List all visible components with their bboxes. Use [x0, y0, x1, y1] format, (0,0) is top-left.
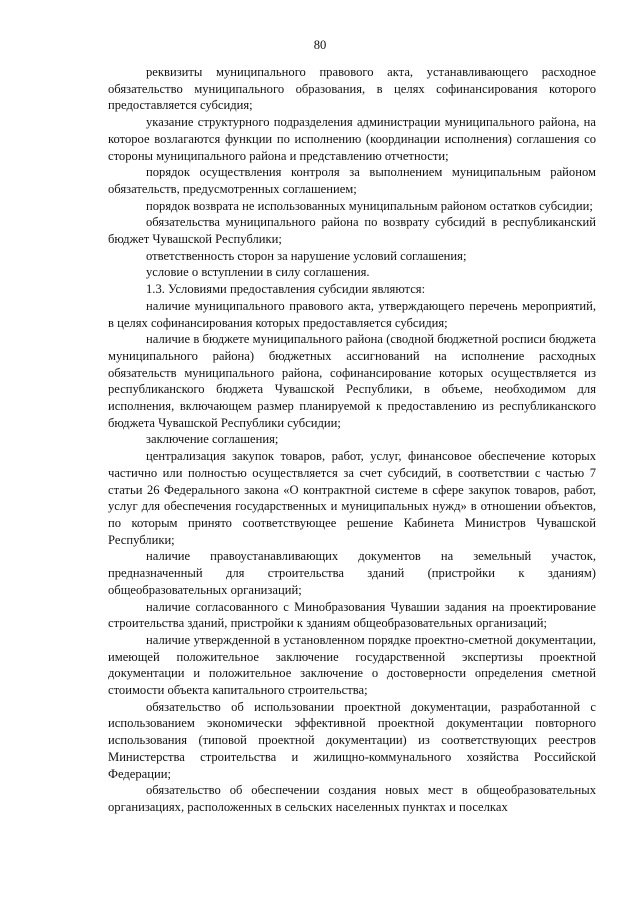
paragraph: обязательства муниципального района по возврату субсидий в республиканский бюджет Чувашской Республики; — [108, 215, 596, 247]
paragraph: наличие муниципального правового акта, утверждающего перечень мероприятий, в целях софинансирования которых предоставляется субсидия; — [108, 298, 596, 330]
paragraph: заключение соглашения; — [146, 432, 279, 447]
paragraph: обязательство об обеспечении создания новых мест в общеобразовательных организациях, расположенных в сельских населенных пунктах и поселках — [108, 783, 596, 814]
paragraph: указание структурного подразделения администрации муниципального района, на которое возлагаются функции по исполнению (координации исполнения) соглашения со стороны муниципального района и представлению отчетности; — [108, 115, 596, 163]
paragraph: наличие правоустанавливающих документов на земельный участок, предназначенный для строительства зданий (пристройки к зданиям) общеобразовательных организаций; — [108, 549, 596, 597]
paragraph: порядок возврата не использованных муниципальным районом остатков субсидии; — [146, 198, 593, 213]
paragraph: реквизиты муниципального правового акта, устанавливающего расходное обязательство муниципального образования, в целях софинансирования которого предоставляется субсидия; — [108, 65, 596, 113]
paragraph: наличие согласованного с Минобразования Чувашии задания на проектирование строительства зданий, пристройки к зданиям общеобразовательных организаций; — [108, 599, 596, 631]
paragraph: порядок осуществления контроля за выполнением муниципальным районом обязательств, предусмотренных соглашением; — [108, 165, 596, 196]
section-heading: 1.3. Условиями предоставления субсидии являются: — [146, 282, 426, 297]
page-number: 80 — [313, 38, 327, 52]
paragraph: условие о вступлении в силу соглашения. — [146, 265, 370, 280]
paragraph: обязательство об использовании проектной документации, разработанной с использованием экономически эффективной проектной документации повторного использования (типовой проектной документации) из соответствующих реестров Министерства строительства и жилищно-коммунального хозяйства Российской Федерации; — [108, 699, 596, 781]
document-body — [108, 64, 596, 816]
paragraph: централизация закупок товаров, работ, услуг, финансовое обеспечение которых частично или полностью осуществляется за счет субсидий, в соответствии с частью 7 статьи 26 Федерального закона «О контрактной системе в сфере закупок товаров, работ, услуг для обеспечения государственных и муниципальных нужд» в отношении объектов, по которым принято соответствующее решение Кабинета Министров Чувашской Республики; — [108, 449, 596, 547]
paragraph: ответственность сторон за нарушение условий соглашения; — [146, 248, 467, 263]
paragraph: наличие утвержденной в установленном порядке проектно-сметной документации, имеющей положительное заключение государственной экспертизы проектной документации и положительное заключение о достоверности определения сметной стоимости объекта капитального строительства; — [108, 632, 596, 698]
paragraph: наличие в бюджете муниципального района (сводной бюджетной росписи бюджета муниципального района) бюджетных ассигнований на исполнение расходных обязательств муниципального района, софинансирование которых осуществляется из республиканского бюджета Чувашской Республики, в объеме, необходимом для исполнения, включающем размер планируемой к предоставлению из республиканского бюджета Чувашской Республики субсидии; — [108, 332, 596, 430]
